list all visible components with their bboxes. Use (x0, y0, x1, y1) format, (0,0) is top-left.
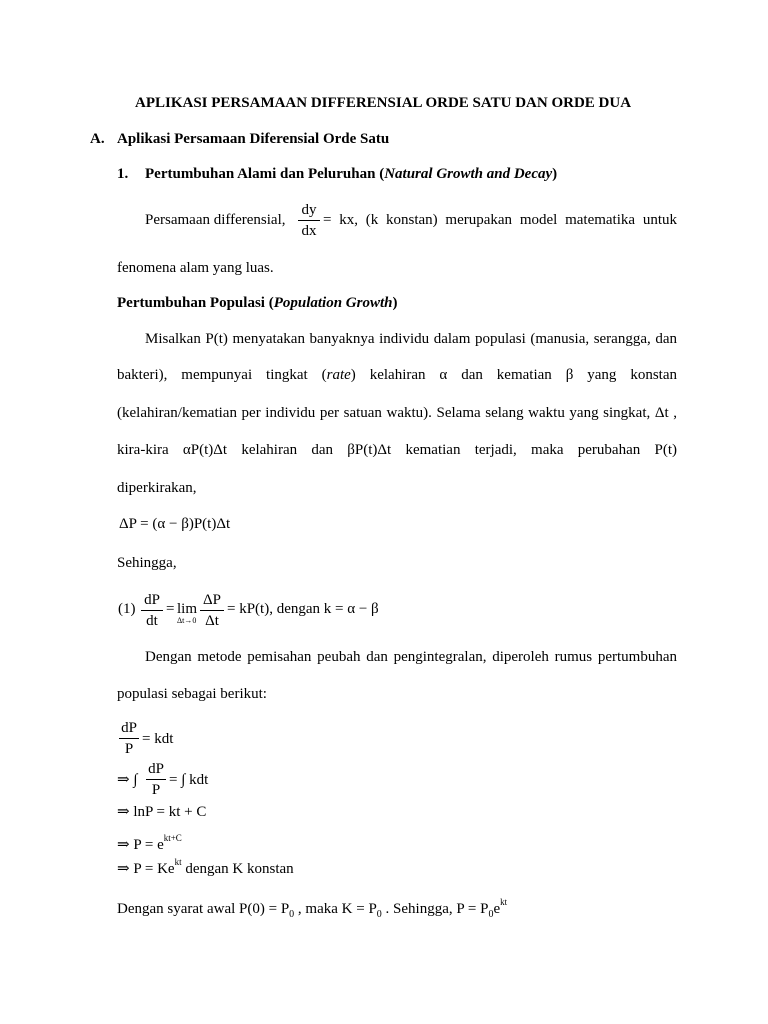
dy-dx-fraction (298, 201, 320, 240)
delta-p-equation: ΔP = (α − β)P(t)Δt (119, 516, 231, 532)
pop-heading-suffix: ) (392, 295, 398, 311)
frac-bar (200, 610, 224, 611)
frac-denominator: P (151, 782, 161, 798)
step5 (117, 853, 294, 878)
para2-line1: Misalkan P(t) menyatakan banyaknya individu dalam populasi (manusia, serangga, dan (145, 331, 677, 347)
step4-base: ⇒ P = e (117, 837, 164, 853)
para3-line1: Dengan metode pemisahan peubah dan pengintegralan, diperoleh rumus pertumbuhan (145, 649, 677, 665)
para2-line2-b: ) kelahiran α dan kematian β yang konstan (350, 367, 677, 383)
frac-numerator: dP (121, 720, 137, 736)
final-d: e (493, 901, 501, 917)
step4 (117, 829, 182, 854)
step2-rest: = ∫ kdt (169, 772, 209, 788)
dp-p-fraction-step1 (119, 719, 139, 758)
para1-rest: = kx, (k konstan) merupakan model matematika untuk (323, 212, 677, 228)
para2-line5: diperkirakan, (117, 480, 197, 496)
frac-denominator: Δt (205, 613, 219, 629)
frac-bar (146, 779, 166, 780)
section-a-label: A. (90, 131, 105, 147)
frac-bar (119, 738, 139, 739)
frac-bar (298, 220, 320, 221)
step5-rest: dengan K konstan (181, 861, 294, 877)
eq1-lim-subscript: Δt→0 (177, 616, 197, 625)
eq1-label: (1) (118, 601, 136, 617)
step4-exponent: kt+C (163, 833, 182, 843)
subsection-1-title-italic: Natural Growth and Decay (384, 166, 553, 182)
subsection-1-title (145, 165, 557, 183)
final-a: Dengan syarat awal P(0) = P (117, 901, 290, 917)
eq1-rest: = kP(t), dengan k = α − β (227, 601, 379, 617)
para1-lead: Persamaan differensial, (145, 212, 286, 228)
page-title: APLIKASI PERSAMAAN DIFFERENSIAL ORDE SATU DAN ORDE DUA (135, 95, 632, 111)
step3: ⇒ lnP = kt + C (117, 804, 207, 820)
para2-line2-rate: rate (326, 367, 351, 383)
deltap-deltat-fraction (200, 591, 224, 630)
para2-line2-a: bakteri), mempunyai tingkat ( (117, 367, 327, 383)
eq1-lim: lim (177, 601, 198, 617)
final-c: . Sehingga, P = P (381, 901, 489, 917)
population-growth-heading (117, 294, 398, 312)
sehingga-text: Sehingga, (117, 555, 177, 571)
step1-rest: = kdt (142, 731, 174, 747)
dp-dt-fraction (141, 591, 163, 630)
step5-exponent: kt (174, 857, 182, 867)
final-sub-2: 0 (376, 909, 382, 920)
frac-denominator: dt (146, 613, 158, 629)
section-a-title: Aplikasi Persamaan Diferensial Orde Satu (117, 131, 390, 147)
final-b: , maka K = P (294, 901, 377, 917)
frac-numerator: dy (301, 202, 317, 218)
eq1-equals: = (166, 601, 175, 617)
frac-denominator: dx (301, 223, 317, 239)
subsection-1-label: 1. (117, 166, 129, 182)
step5-base: ⇒ P = Ke (117, 861, 175, 877)
frac-denominator: P (124, 741, 134, 757)
para2-line4: kira-kira αP(t)Δt kelahiran dan βP(t)Δt kematian terjadi, maka perubahan P(t) (117, 442, 677, 458)
final-sub-1: 0 (289, 909, 295, 920)
step2-lead: ⇒ ∫ (117, 772, 138, 788)
dp-p-fraction-step2 (146, 760, 166, 799)
para1-line2: fenomena alam yang luas. (117, 260, 274, 276)
pop-heading-italic: Population Growth (273, 295, 393, 311)
frac-numerator: ΔP (203, 592, 221, 608)
subsection-1-title-suffix: ) (552, 166, 558, 182)
final-sub-3: 0 (488, 909, 494, 920)
para3-line2: populasi sebagai berikut: (117, 686, 267, 702)
frac-numerator: dP (148, 761, 164, 777)
final-line (117, 893, 507, 924)
subsection-1-title-prefix: Pertumbuhan Alami dan Peluruhan ( (145, 166, 385, 182)
frac-numerator: dP (144, 592, 160, 608)
frac-bar (141, 610, 163, 611)
pop-heading-prefix: Pertumbuhan Populasi ( (117, 295, 274, 311)
para2-line3: (kelahiran/kematian per individu per satuan waktu). Selama selang waktu yang singkat, Δt , (117, 405, 677, 421)
final-exponent: kt (500, 897, 508, 907)
para2-line2 (117, 366, 677, 384)
